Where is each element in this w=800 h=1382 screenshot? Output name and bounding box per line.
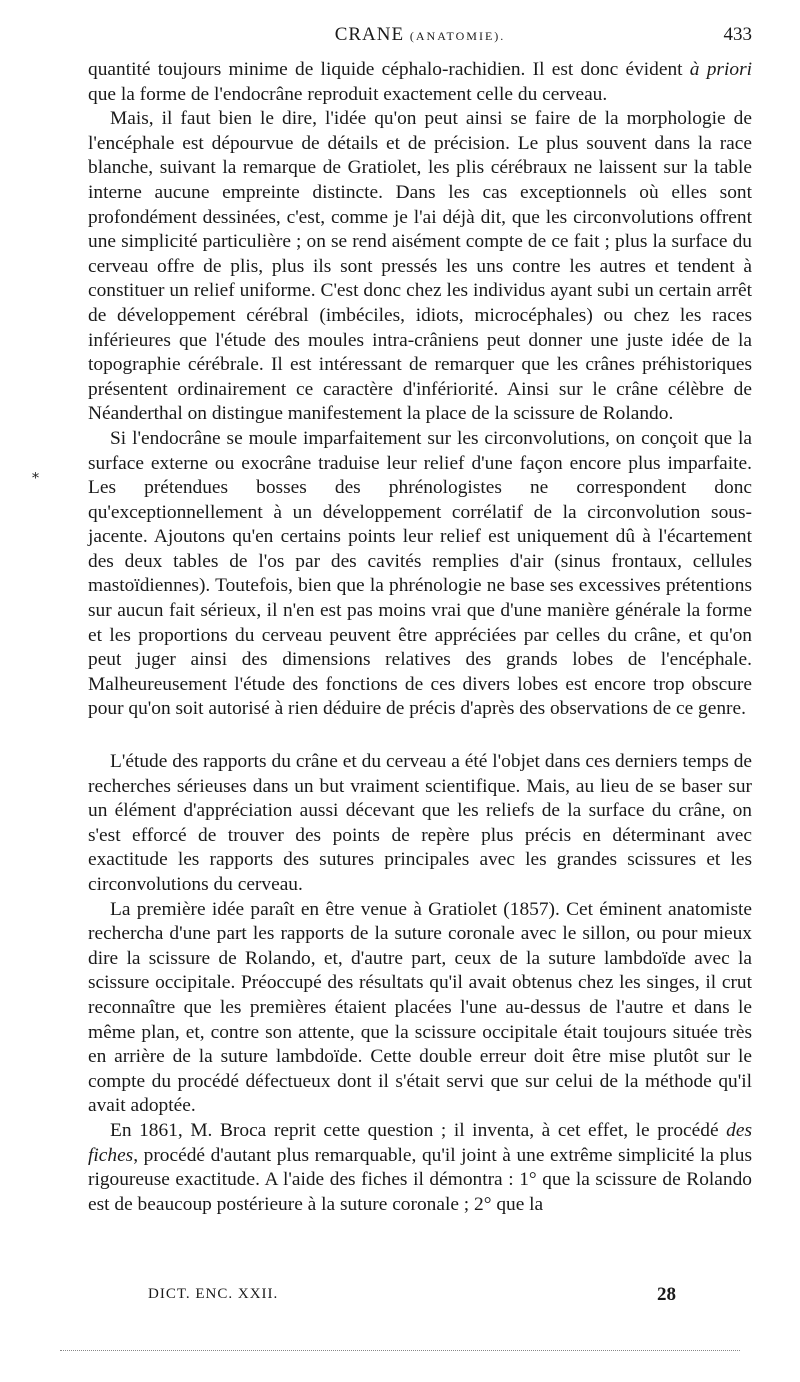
running-header	[88, 24, 752, 54]
paragraph-5: La première idée paraît en être venue à Gratiolet (1857). Cet éminent anatomiste recherchа d'une part les rapports de la suture coronale avec le sillon, ou pour mieux dire la scissure de Rolando, et, d'autre part, ceux de la suture lambdoïde avec la scissure occipitale. Préoccupé des résultats qu'il avait obtenus chez les singes, il crut reconnaître que les premières étaient placées l'une au-dessus de l'autre et dans le même plan, et, contre son attente, que la scissure occipitale était toujours située très en arrière de la suture lambdoïde. Cette double erreur doit être mise plutôt sur le compte du procédé défectueux dont il s'était servi que sur celui de la méthode qu'il avait adoptée.	[88, 898, 752, 1117]
running-title-main: CRANE	[334, 24, 405, 45]
running-title-sub: (ANATOMIE).	[409, 29, 506, 43]
page-number: 433	[723, 24, 752, 45]
italic-phrase: à priori	[689, 59, 752, 80]
paragraph-4: L'étude des rapports du crâne et du cerveau a été l'objet dans ces derniers temps de recherches sérieuses dans un but vraiment scientifique. Mais, au lieu de se baser sur un élément d'appréciation aussi décevant que les reliefs de la surface du crâne, on s'est efforcé de trouver des points de repère plus précis en déterminant avec exactitude les rapports des sutures principales avec les grandes scissures et les circonvolutions du cerveau.	[88, 751, 752, 895]
paragraph-6: En 1861, M. Broca reprit cette question ; il inventa, à cet effet, le procédé des fiches, procédé d'autant plus remarquable, qu'il joint à une extrême simplicité la plus rigoureuse exactitude. A l'aide des fiches il démontra : 1° que la scissure de Rolando est de beaucoup postérieure à la suture coronale ; 2° que la	[88, 1119, 752, 1215]
paragraph-1: quantité toujours minime de liquide céphalo-rachidien. Il est donc évident à priori que la forme de l'endocrâne reproduit exactement celle du cerveau.	[88, 59, 752, 105]
margin-mark: ⁎	[32, 467, 39, 482]
body-text	[88, 58, 752, 1217]
signature-number: 28	[657, 1284, 676, 1305]
paragraph-2: Mais, il faut bien le dire, l'idée qu'on peut ainsi se faire de la morphologie de l'encéphale est dépourvue de détails et de précision. Le plus souvent dans la race blanche, suivant la remarque de Gratiolet, les plis cérébraux ne laissent sur la table interne aucune empreinte distincte. Dans les cas exceptionnels où elles sont profondément dessinées, c'est, comme je l'ai déjà dit, que les circonvolutions offrent une simplicité particulière ; on se rend aisément compte de ce fait ; plus la surface du cerveau offre de plis, plus ils sont pressés les uns contre les autres et tendent à constituer un relief uniforme. C'est donc chez les individus ayant subi un certain arrêt de développement cérébral (imbéciles, idiots, microcéphales) ou chez les races inférieures que l'étude des moules intra-crâniens peut donner une juste idée de la topographie cérébrale. Il est intéressant de remarquer que les crânes préhistoriques présentent ordinairement ce caractère d'infériorité. Ainsi sur le crâne célèbre de Néanderthal on distingue manifestement la place de la scissure de Rolando.	[88, 108, 752, 425]
paragraph-3: Si l'endocrâne se moule imparfaitement sur les circonvolutions, on conçoit que la surface externe ou exocrâne traduise leur relief d'une façon encore plus imparfaite. Les prétendues bosses des phrénologistes ne correspondent donc qu'exceptionnellement à un développement corrélatif de la circonvolution sous-jacente. Ajoutons qu'en certains points leur relief est uniquement dû à l'écartement des deux tables de l'os par des cavités remplies d'air (sinus frontaux, cellules mastoïdiennes). Toutefois, bien que la phrénologie ne base ses excessives prétentions sur aucun fait sérieux, il n'en est pas moins vrai que d'une manière générale la forme et les proportions du cerveau peuvent être appréciées par celles du crâne, et qu'on peut juger ainsi des dimensions relatives des grands lobes de l'encéphale. Malheureusement l'étude des fonctions de ces divers lobes est encore trop obscure pour qu'on soit autorisé à rien déduire de précis d'après des observations de ce genre.	[88, 427, 752, 720]
bottom-rule	[60, 1350, 740, 1351]
signature-mark: DICT. ENC. XXII.	[148, 1286, 279, 1302]
running-title	[88, 24, 752, 46]
italic-phrase: des fiches	[88, 1119, 752, 1166]
page-footer	[148, 1286, 676, 1312]
